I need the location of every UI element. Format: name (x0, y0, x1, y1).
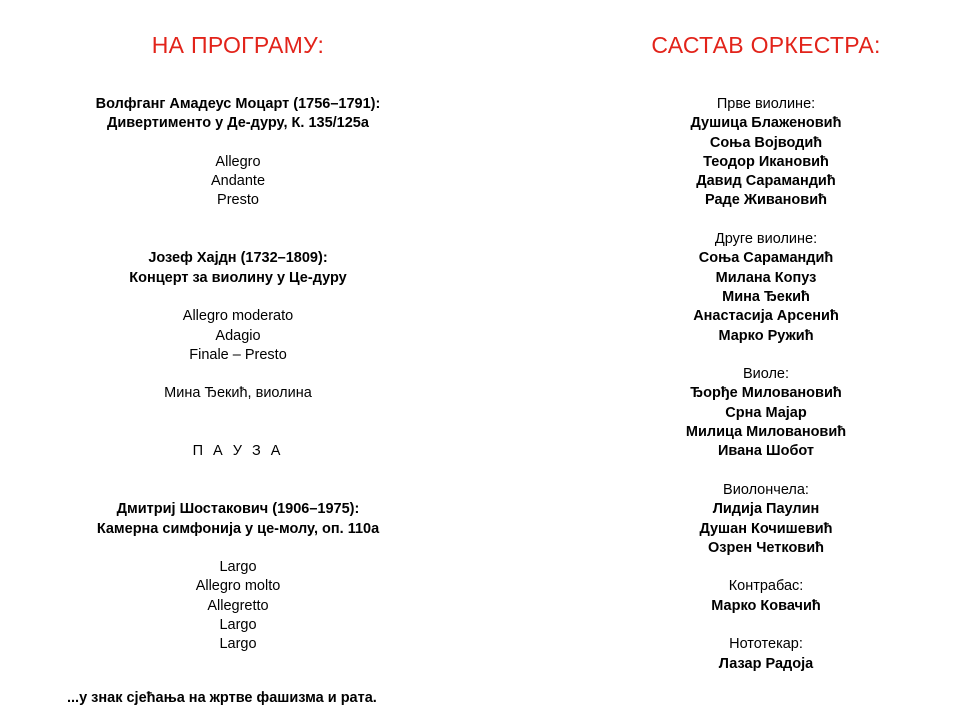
pause-label: П А У З А (192, 443, 284, 460)
movement: Largo (219, 617, 257, 634)
section-label: Друге виолине: (714, 231, 818, 248)
orchestra-member: Ивана Шобот (717, 443, 815, 460)
movement: Largo (219, 636, 257, 653)
orchestra-member: Теодор Икановић (703, 153, 829, 170)
orchestra-member: Раде Живановић (705, 192, 827, 209)
movement: Andante (210, 173, 266, 190)
orchestra-member: Душан Кочишевић (699, 520, 833, 537)
orchestra-member: Милица Миловановић (685, 424, 847, 441)
orchestra-member: Соња Сарамандић (698, 250, 834, 267)
movement: Allegro molto (195, 578, 281, 595)
program-list (40, 95, 436, 655)
movement: Allegretto (207, 597, 269, 614)
work-composer: Дмитриј Шостакович (1906–1975): (116, 501, 360, 518)
orchestra-section (568, 95, 953, 211)
section-label: Нототекар: (729, 636, 803, 653)
orchestra-member: Давид Сарамандић (696, 173, 836, 190)
section-label: Прве виолине: (716, 96, 816, 112)
movement: Adagio (215, 327, 261, 344)
section-label: Контрабас: (728, 578, 804, 595)
work-title: Концерт за виолину у Це-дуру (129, 269, 347, 286)
orchestra-member: Лидија Паулин (712, 501, 820, 518)
orchestra-member: Марко Ковачић (711, 597, 821, 614)
orchestra-member: Срна Мајар (725, 404, 807, 421)
orchestra-list (568, 95, 953, 674)
footer-dedication: ...у знак сјећања на жртве фашизма и рата. (67, 690, 377, 706)
program-heading: НА ПРОГРАМУ: (151, 32, 325, 58)
work-composer: Волфганг Амадеус Моцарт (1756–1791): (95, 96, 381, 112)
orchestra-member: Милана Копуз (715, 269, 817, 286)
orchestra-member: Мина Ђекић (722, 288, 810, 305)
orchestra-section (568, 230, 953, 346)
work-title: Камерна симфонија у це-молу, оп. 110а (96, 520, 380, 537)
orchestra-member: Ђорђе Миловановић (690, 385, 842, 402)
work-mozart (40, 95, 436, 211)
work-composer: Јозеф Хајдн (1732–1809): (148, 250, 328, 267)
orchestra-section (568, 365, 953, 461)
movement: Allegro (215, 153, 261, 170)
section-label: Виоле: (742, 366, 790, 383)
orchestra-section (568, 635, 953, 674)
orchestra-member: Анастасија Арсенић (693, 308, 839, 325)
movement: Finale – Presto (189, 346, 287, 363)
orchestra-member: Озрен Четковић (708, 539, 824, 556)
movement: Largo (219, 559, 257, 576)
orchestra-member: Лазар Радоја (718, 655, 814, 672)
work-title: Дивертименто у Де-дуру, К. 135/125а (107, 115, 369, 132)
orchestra-member: Душица Блаженовић (690, 115, 842, 132)
orchestra-section (568, 577, 953, 616)
orchestra-heading: САСТАВ ОРКЕСТРА: (651, 32, 881, 58)
orchestra-member: Соња Војводић (709, 134, 823, 151)
movement: Allegro moderato (182, 308, 294, 325)
movement: Presto (217, 192, 259, 209)
soloist: Мина Ђекић, виолина (164, 385, 312, 402)
orchestra-section (568, 481, 953, 558)
section-label: Виолончела: (723, 481, 809, 498)
work-haydn (40, 249, 436, 403)
work-shostakovich (40, 500, 436, 654)
orchestra-member: Марко Ружић (718, 327, 814, 344)
